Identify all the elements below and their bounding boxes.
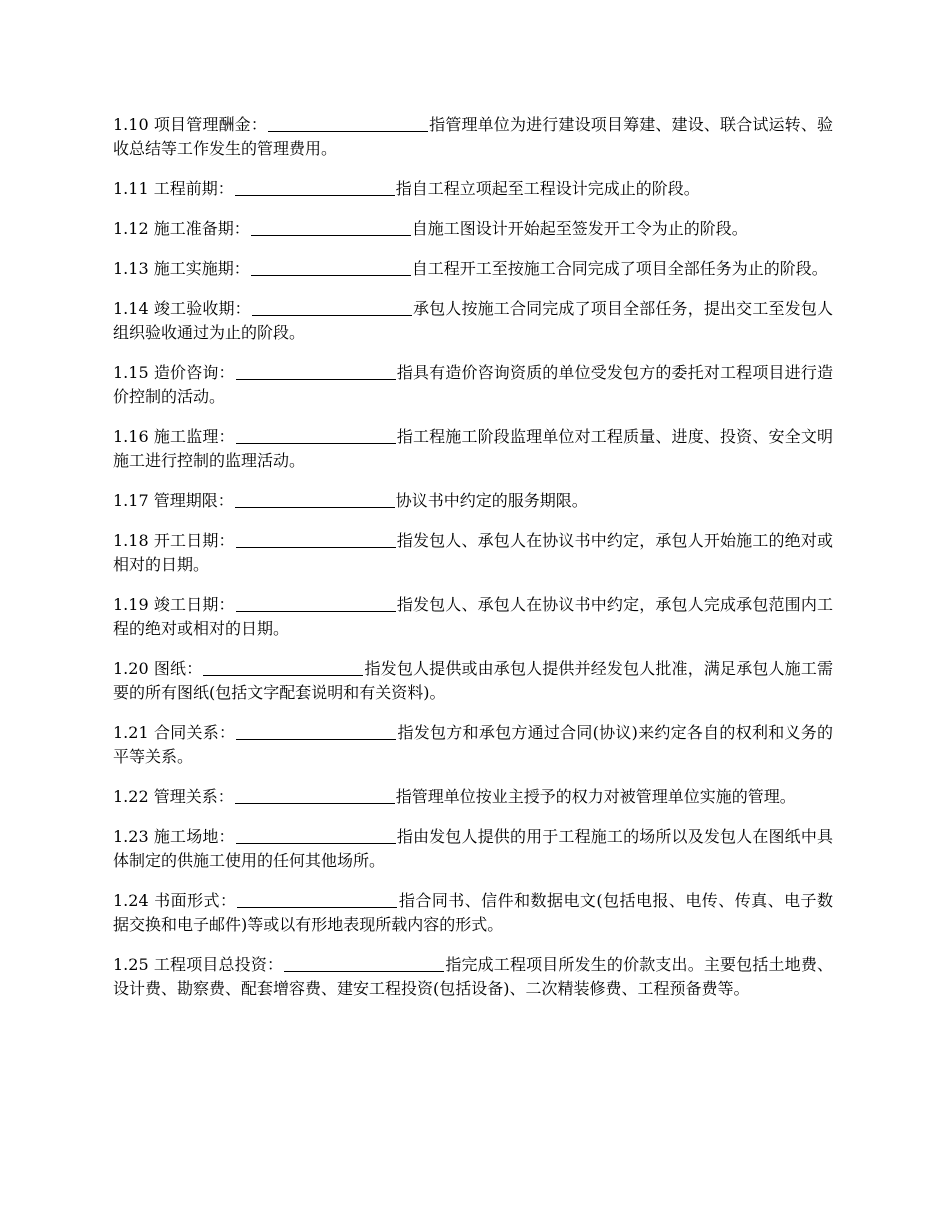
clause-label: 1.24 书面形式：: [113, 891, 237, 910]
clause-1-23: [113, 825, 833, 873]
document-page: [113, 113, 833, 1017]
clause-label: 1.16 施工监理：: [113, 427, 235, 446]
fill-in-blank[interactable]: [284, 955, 444, 972]
clause-label: 1.19 竣工日期：: [113, 595, 235, 614]
clause-1-25: [113, 953, 833, 1001]
clause-text: 自工程开工至按施工合同完成了项目全部任务为止的阶段。: [411, 259, 828, 278]
clause-label: 1.12 施工准备期：: [113, 219, 250, 238]
clause-text: 指发包人、承包人在协议书中约定，承包人开始施工的绝对或相对的日期。: [113, 531, 833, 574]
clause-1-16: [113, 425, 833, 473]
fill-in-blank[interactable]: [203, 659, 363, 676]
fill-in-blank[interactable]: [237, 891, 397, 908]
fill-in-blank[interactable]: [236, 827, 396, 844]
clause-1-20: [113, 657, 833, 705]
clause-text: 指管理单位按业主授予的权力对被管理单位实施的管理。: [395, 787, 796, 806]
clause-text: 自施工图设计开始起至签发开工令为止的阶段。: [411, 219, 748, 238]
fill-in-blank[interactable]: [268, 115, 428, 132]
clause-label: 1.13 施工实施期：: [113, 259, 250, 278]
fill-in-blank[interactable]: [252, 299, 412, 316]
clause-label: 1.25 工程项目总投资：: [113, 955, 284, 974]
clause-1-18: [113, 529, 833, 577]
clause-label: 1.14 竣工验收期：: [113, 299, 251, 318]
clause-1-24: [113, 889, 833, 937]
clause-text: 指由发包人提供的用于工程施工的场所以及发包人在图纸中具体制定的供施工使用的任何其他场所。: [113, 827, 833, 870]
fill-in-blank[interactable]: [235, 787, 395, 804]
clause-text: 指管理单位为进行建设项目筹建、建设、联合试运转、验收总结等工作发生的管理费用。: [113, 115, 833, 158]
clause-1-10: [113, 113, 833, 161]
fill-in-blank[interactable]: [236, 363, 396, 380]
clause-label: 1.18 开工日期：: [113, 531, 235, 550]
fill-in-blank[interactable]: [236, 595, 396, 612]
clause-1-13: [113, 257, 833, 281]
fill-in-blank[interactable]: [236, 531, 396, 548]
clause-text: 指工程施工阶段监理单位对工程质量、进度、投资、安全文明施工进行控制的监理活动。: [113, 427, 833, 470]
clause-label: 1.20 图纸：: [113, 659, 203, 678]
fill-in-blank[interactable]: [235, 179, 395, 196]
fill-in-blank[interactable]: [251, 259, 411, 276]
clause-label: 1.10 项目管理酬金：: [113, 115, 267, 134]
clause-1-11: [113, 177, 833, 201]
clause-text: 指自工程立项起至工程设计完成止的阶段。: [395, 179, 700, 198]
clause-text: 指具有造价咨询资质的单位受发包方的委托对工程项目进行造价控制的活动。: [113, 363, 833, 406]
clause-text: 指合同书、信件和数据电文(包括电报、电传、传真、电子数据交换和电子邮件)等或以有形地表现所载内容的形式。: [113, 891, 833, 934]
clause-text: 指发包人、承包人在协议书中约定，承包人完成承包范围内工程的绝对或相对的日期。: [113, 595, 833, 638]
clause-label: 1.15 造价咨询：: [113, 363, 235, 382]
clause-label: 1.17 管理期限：: [113, 491, 234, 510]
clause-1-22: [113, 785, 833, 809]
clause-label: 1.22 管理关系：: [113, 787, 234, 806]
fill-in-blank[interactable]: [236, 427, 396, 444]
clause-1-15: [113, 361, 833, 409]
clause-1-17: [113, 489, 833, 513]
clause-1-14: [113, 297, 833, 345]
clause-text: 指完成工程项目所发生的价款支出。主要包括土地费、设计费、勘察费、配套增容费、建安工程投资(包括设备)、二次精装修费、工程预备费等。: [113, 955, 833, 998]
clause-1-19: [113, 593, 833, 641]
clause-1-12: [113, 217, 833, 241]
clause-text: 指发包方和承包方通过合同(协议)来约定各自的权利和义务的平等关系。: [113, 723, 833, 766]
clause-label: 1.23 施工场地：: [113, 827, 235, 846]
clause-text: 指发包人提供或由承包人提供并经发包人批准，满足承包人施工需要的所有图纸(包括文字配套说明和有关资料)。: [113, 659, 833, 702]
clause-label: 1.21 合同关系：: [113, 723, 236, 742]
clause-text: 承包人按施工合同完成了项目全部任务，提出交工至发包人组织验收通过为止的阶段。: [113, 299, 833, 342]
clause-label: 1.11 工程前期：: [113, 179, 234, 198]
clause-1-21: [113, 721, 833, 769]
fill-in-blank[interactable]: [236, 723, 396, 740]
clause-text: 协议书中约定的服务期限。: [395, 491, 588, 510]
fill-in-blank[interactable]: [251, 219, 411, 236]
fill-in-blank[interactable]: [235, 491, 395, 508]
